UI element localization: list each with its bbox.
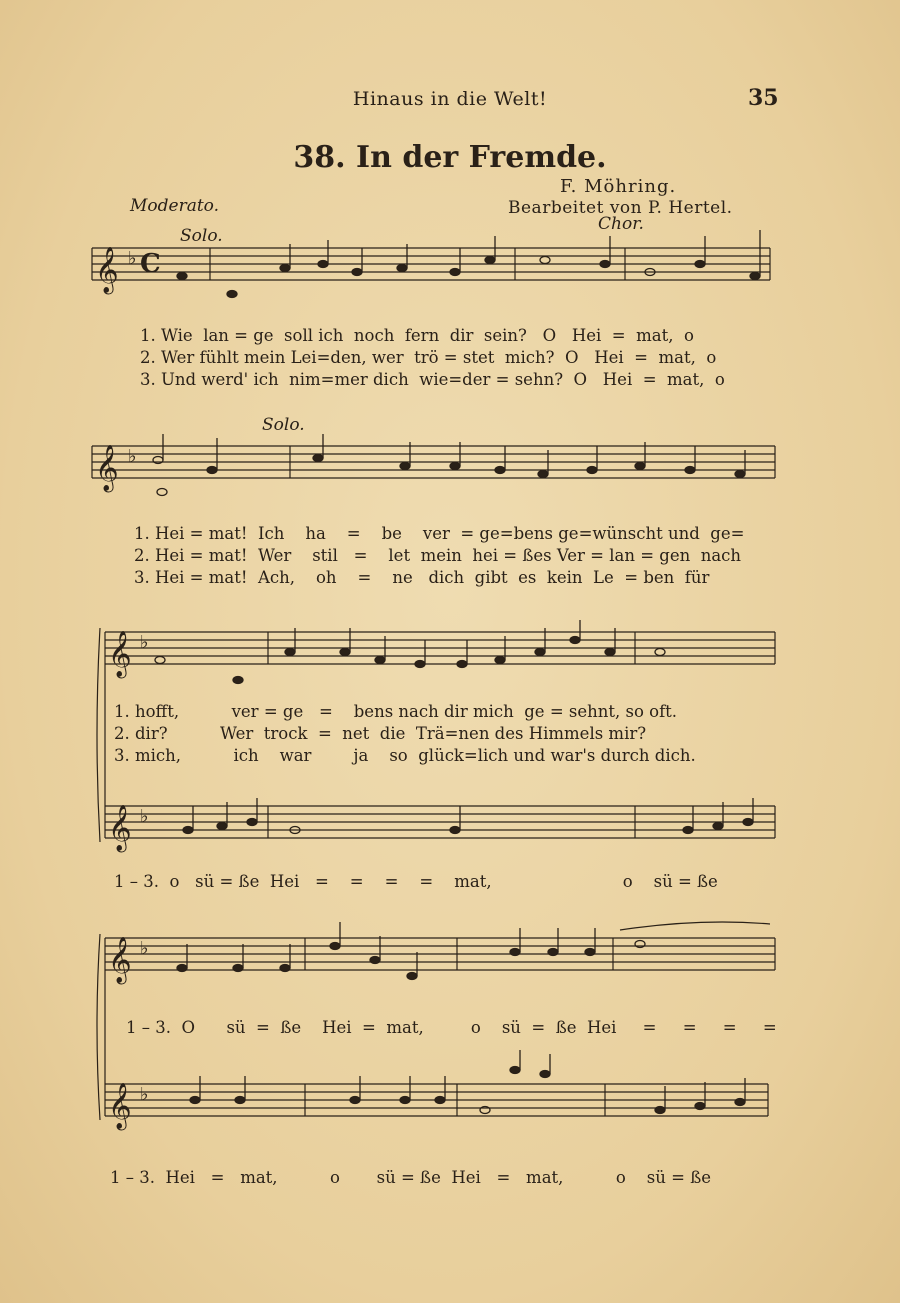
chorus-lyric-line: 1 – 3. o sü = ße Hei = = = = mat, o sü = ße bbox=[114, 872, 718, 891]
chor-label: Chor. bbox=[598, 214, 644, 234]
lyric-line: 2. Hei = mat! Wer stil = let mein hei = ßes Ver = lan = gen nach bbox=[134, 546, 742, 565]
flat-icon: ♭ bbox=[140, 632, 149, 653]
flat-icon: ♭ bbox=[128, 248, 137, 269]
staff-1 bbox=[92, 248, 770, 280]
flat-icon: ♭ bbox=[128, 446, 137, 467]
lyric-line: 3. Hei = mat! Ach, oh = ne dich gibt es kein Le = ben für bbox=[134, 568, 710, 587]
staff-2 bbox=[92, 446, 775, 478]
solo-label: Solo. bbox=[180, 226, 223, 246]
lyric-line: 2. Wer fühlt mein Lei=den, wer trö = stet mich? O Hei = mat, o bbox=[140, 348, 717, 367]
lyric-line: 3. mich, ich war ja so glück=lich und war's durch dich. bbox=[114, 746, 696, 765]
common-time-icon: C bbox=[140, 249, 161, 279]
treble-clef-icon: 𝄞 bbox=[108, 631, 132, 677]
arranger-credit: Bearbeitet von P. Hertel. bbox=[508, 198, 733, 218]
page-number: 35 bbox=[748, 85, 779, 111]
staff-4-upper bbox=[105, 922, 775, 970]
running-head: Hinaus in die Welt! bbox=[352, 88, 548, 110]
lyric-line: 1. hofft, ver = ge = bens nach dir mich ge = sehnt, so oft. bbox=[114, 702, 678, 721]
flat-icon: ♭ bbox=[140, 806, 149, 827]
treble-clef-icon: 𝄞 bbox=[108, 805, 132, 851]
treble-clef-icon: 𝄞 bbox=[108, 937, 132, 983]
flat-icon: ♭ bbox=[140, 938, 149, 959]
solo-label: Solo. bbox=[262, 415, 305, 435]
tempo-marking: Moderato. bbox=[130, 196, 220, 216]
lyric-line: 1 – 3. O sü = ße Hei = mat, o sü = ße Hei = = = = bbox=[126, 1018, 777, 1037]
treble-clef-icon: 𝄞 bbox=[95, 247, 119, 293]
flat-icon: ♭ bbox=[140, 1084, 149, 1105]
staff-3-upper bbox=[105, 632, 775, 664]
composer-credit: F. Möhring. bbox=[560, 176, 677, 197]
lyric-line: 1. Wie lan = ge soll ich noch fern dir sein? O Hei = mat, o bbox=[140, 326, 694, 345]
chorus-lyric-line: 1 – 3. Hei = mat, o sü = ße Hei = mat, o sü = ße bbox=[110, 1168, 711, 1187]
lyric-line: 2. dir? Wer trock = net die Trä=nen des Himmels mir? bbox=[114, 724, 647, 743]
lyric-line: 3. Und werd' ich nim=mer dich wie=der = sehn? O Hei = mat, o bbox=[140, 370, 725, 389]
treble-clef-icon: 𝄞 bbox=[108, 1083, 132, 1129]
song-title: 38. In der Fremde. bbox=[293, 140, 607, 175]
treble-clef-icon: 𝄞 bbox=[95, 445, 119, 491]
lyric-line: 1. Hei = mat! Ich ha = be ver = ge=bens ge=wünscht und ge= bbox=[134, 524, 745, 543]
